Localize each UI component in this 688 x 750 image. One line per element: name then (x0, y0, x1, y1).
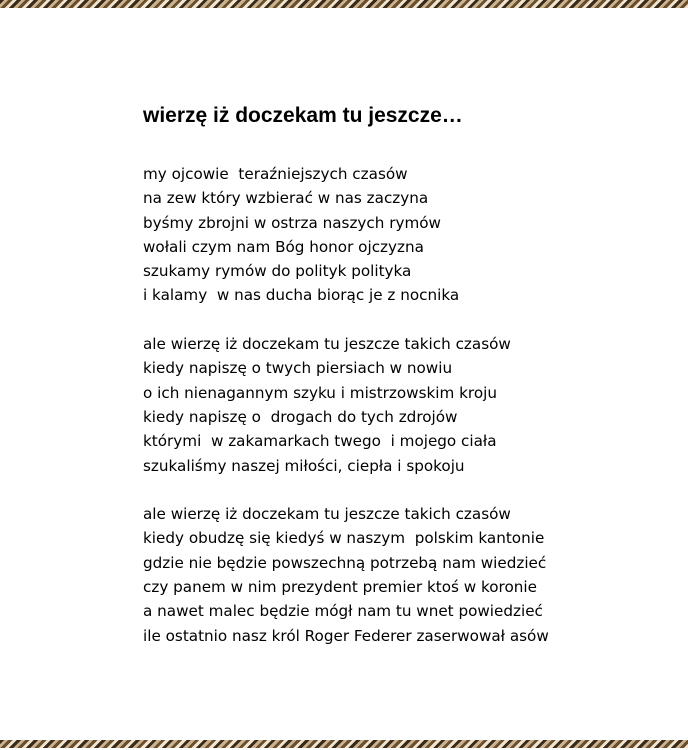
poem-line: byśmy zbrojni w ostrza naszych rymów (143, 213, 441, 232)
poem-line: szukamy rymów do polityk polityka (143, 262, 412, 281)
poem-line: na zew który wzbierać w nas zaczyna (143, 189, 429, 208)
poem-line: o ich nienagannym szyku i mistrzowskim kroju (143, 383, 497, 402)
rope-border-bottom (0, 740, 688, 748)
poem-line: którymi w zakamarkach twego i mojego ciała (143, 432, 497, 451)
stanza-3 (143, 502, 549, 648)
stanza-gap (143, 308, 549, 332)
poem-line: kiedy napiszę o twych piersiach w nowiu (143, 359, 453, 378)
poem-line: gdzie nie będzie powszechną potrzebą nam wiedzieć (143, 553, 547, 572)
poem-line: a nawet malec będzie mógł nam tu wnet powiedzieć (143, 602, 543, 621)
poem-body (143, 162, 549, 648)
stanza-2 (143, 332, 549, 478)
stanza-1 (143, 162, 549, 308)
poem-line: szukaliśmy naszej miłości, ciepła i spokoju (143, 456, 465, 475)
poem-line: ale wierzę iż doczekam tu jeszcze takich czasów (143, 505, 511, 524)
poem-line: kiedy obudzę się kiedyś w naszym polskim kantonie (143, 529, 545, 548)
poem-line: czy panem w nim prezydent premier ktoś w koronie (143, 578, 537, 597)
poem-line: ile ostatnio nasz król Roger Federer zaserwował asów (143, 626, 549, 645)
stanza-gap (143, 478, 549, 502)
poem-title: wierzę iż doczekam tu jeszcze… (143, 104, 463, 127)
poem-line: ale wierzę iż doczekam tu jeszcze takich czasów (143, 335, 511, 354)
poem-line: wołali czym nam Bóg honor ojczyzna (143, 237, 424, 256)
rope-border-top (0, 0, 688, 8)
poem-line: my ojcowie teraźniejszych czasów (143, 165, 408, 183)
poem-line: kiedy napiszę o drogach do tych zdrojów (143, 407, 458, 426)
poem-line: i kalamy w nas ducha biorąc je z nocnika (143, 286, 460, 305)
